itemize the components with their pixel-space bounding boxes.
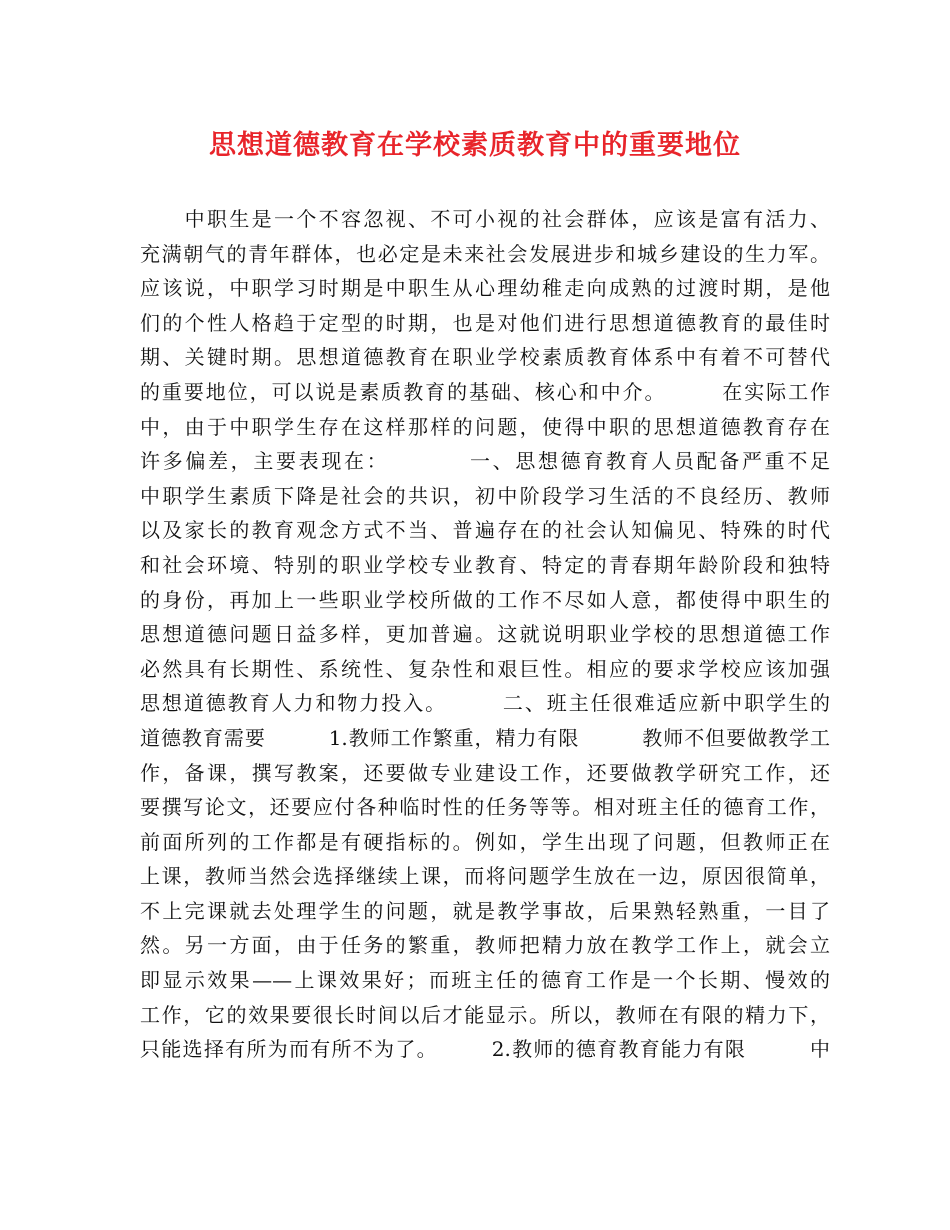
body-line: 要撰写论文，还要应付各种临时性的任务等等。相对班主任的德育工作， — [140, 795, 830, 820]
body-line: 不上完课就去处理学生的问题，就是教学事故，后果熟轻熟重，一目了 — [140, 898, 830, 923]
body-line: 的身份，再加上一些职业学校所做的工作不尽如人意，都使得中职生的 — [140, 587, 830, 612]
body-line: 充满朝气的青年群体，也必定是未来社会发展进步和城乡建设的生力军。 — [140, 241, 830, 266]
body-line: 前面所列的工作都是有硬指标的。例如，学生出现了问题，但教师正在 — [140, 829, 830, 854]
body-line: 然。另一方面，由于任务的繁重，教师把精力放在教学工作上，就会立 — [140, 933, 830, 958]
body-line: 们的个性人格趋于定型的时期，也是对他们进行思想道德教育的最佳时 — [140, 310, 830, 335]
body-line: 作，备课，撰写教案，还要做专业建设工作，还要做教学研究工作，还 — [140, 760, 830, 785]
body-line: 工作，它的效果要很长时间以后才能显示。所以，教师在有限的精力下， — [140, 1002, 830, 1027]
body-line: 必然具有长期性、系统性、复杂性和艰巨性。相应的要求学校应该加强 — [140, 656, 830, 681]
body-line: 应该说，中职学习时期是中职生从心理幼稚走向成熟的过渡时期，是他 — [140, 276, 830, 301]
body-line: 中，由于中职学生存在这样那样的问题，使得中职的思想道德教育存在 — [140, 414, 830, 439]
body-line: 许多偏差，主要表现在： 一、思想德育教育人员配备严重不足 — [140, 449, 830, 474]
body-line: 中职生是一个不容忽视、不可小视的社会群体，应该是富有活力、 — [140, 207, 830, 231]
body-line: 上课，教师当然会选择继续上课，而将问题学生放在一边，原因很简单， — [140, 864, 830, 889]
body-line: 思想道德问题日益多样，更加普遍。这就说明职业学校的思想道德工作 — [140, 622, 830, 647]
body-line: 的重要地位，可以说是素质教育的基础、核心和中介。 在实际工作 — [140, 379, 830, 404]
body-line: 只能选择有所为而有所不为了。 2.教师的德育教育能力有限 中 — [140, 1037, 830, 1062]
body-line: 道德教育需要 1.教师工作繁重，精力有限 教师不但要做教学工 — [140, 725, 830, 750]
body-line: 中职学生素质下降是社会的共识，初中阶段学习生活的不良经历、教师 — [140, 483, 830, 508]
body-line: 期、关键时期。思想道德教育在职业学校素质教育体系中有着不可替代 — [140, 345, 830, 370]
body-line: 以及家长的教育观念方式不当、普遍存在的社会认知偏见、特殊的时代 — [140, 518, 830, 543]
body-line: 和社会环境、特别的职业学校专业教育、特定的青春期年龄阶段和独特 — [140, 552, 830, 577]
document-title: 思想道德教育在学校素质教育中的重要地位 — [209, 130, 741, 161]
body-line: 即显示效果——上课效果好；而班主任的德育工作是一个长期、慢效的 — [140, 968, 830, 993]
document-body — [140, 202, 830, 1067]
body-line: 思想道德教育人力和物力投入。 二、班主任很难适应新中职学生的 — [140, 691, 830, 716]
